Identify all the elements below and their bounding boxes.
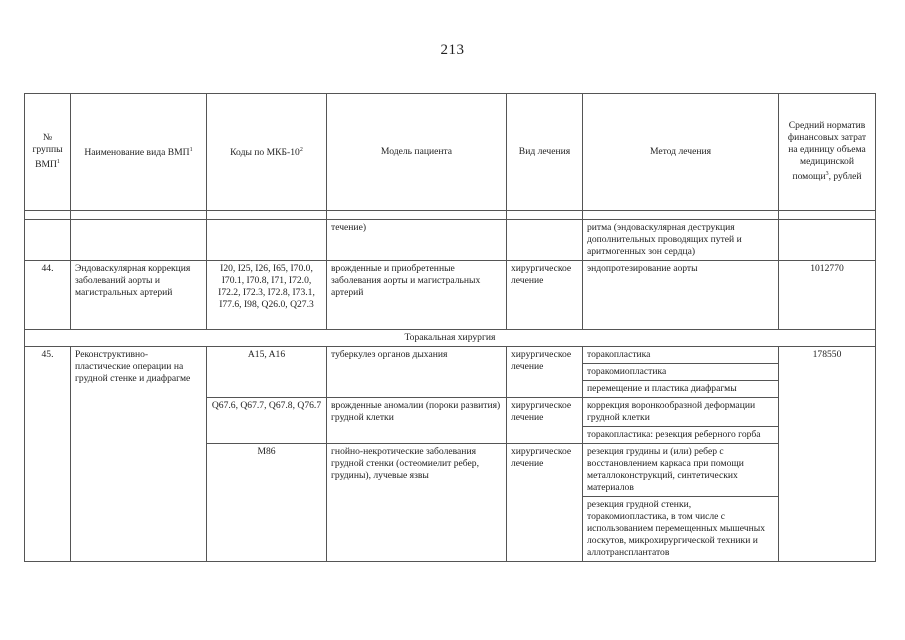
continuation-row [25, 220, 876, 261]
row45-kind-1: хирургическое лечение [507, 347, 583, 398]
header-row [25, 94, 876, 211]
row45-num: 45. [25, 347, 71, 562]
row44-cost: 1012770 [779, 261, 876, 330]
cont-model: течение) [327, 220, 507, 261]
row45-kind-3: хирургическое лечение [507, 444, 583, 562]
table-row-44 [25, 261, 876, 330]
cont-method: ритма (эндоваскулярная деструкция дополнительных проводящих путей и аритмогенных зон сердца) [583, 220, 779, 261]
row45-codes-1: A15, A16 [207, 347, 327, 398]
header-cost: Средний норматив финансовых затрат на единицу объема медицинской помощи$^3$, рублей [779, 94, 876, 211]
section-title: Торакальная хирургия [25, 330, 876, 347]
section-row [25, 330, 876, 347]
row45-method-1-2: торакомиопластика [583, 364, 779, 381]
row45-codes-2: Q67.6, Q67.7, Q67.8, Q76.7 [207, 398, 327, 444]
row44-model: врожденные и приобретенные заболевания аорты и магистральных артерий [327, 261, 507, 330]
row45-method-2-2: торакопластика: резекция реберного горба [583, 427, 779, 444]
row45-codes-3: M86 [207, 444, 327, 562]
row44-kind: хирургическое лечение [507, 261, 583, 330]
row45-model-3: гнойно-некротические заболевания грудной стенки (остеомиелит ребер, грудины), лучевые язвы [327, 444, 507, 562]
row45-method-3-1: резекция грудины и (или) ребер с восстановлением каркаса при помощи металлоконструкций, синтетических материалов [583, 444, 779, 497]
header-codes: Коды по МКБ-$10^2$ [207, 94, 327, 211]
row45-method-1-3: перемещение и пластика диафрагмы [583, 381, 779, 398]
gap-row [25, 211, 876, 220]
header-method: Метод лечения [583, 94, 779, 211]
row44-method: эндопротезирование аорты [583, 261, 779, 330]
row45-model-1: туберкулез органов дыхания [327, 347, 507, 398]
page-number: 213 [440, 42, 465, 58]
header-model: Модель пациента [327, 94, 507, 211]
row44-name: Эндоваскулярная коррекция заболеваний аорты и магистральных артерий [71, 261, 207, 330]
table-row-45 [25, 347, 876, 364]
header-name: Наименование вида ВМП$^1$ [71, 94, 207, 211]
row45-method-1-1: торакопластика [583, 347, 779, 364]
vmp-table [24, 93, 876, 562]
row45-kind-2: хирургическое лечение [507, 398, 583, 444]
row45-model-2: врожденные аномалии (пороки развития) грудной клетки [327, 398, 507, 444]
header-kind: Вид лечения [507, 94, 583, 211]
row44-num: 44. [25, 261, 71, 330]
header-group: № группы ВМП$^1$ [25, 94, 71, 211]
row45-method-2-1: коррекция воронкообразной деформации грудной клетки [583, 398, 779, 427]
row45-cost: 178550 [779, 347, 876, 562]
row45-method-3-2: резекция грудной стенки, торакомиопластика, в том числе с использованием перемещенных мышечных лоскутов, микрохирургической техники и аллотрансплантатов [583, 497, 779, 562]
row45-name: Реконструктивно-пластические операции на грудной стенке и диафрагме [71, 347, 207, 562]
row44-codes: I20, I25, I26, I65, I70.0, I70.1, I70.8, I71, I72.0, I72.2, I72.3, I72.8, I73.1, I77.6, I98, Q26.0, Q27.3 [207, 261, 327, 330]
